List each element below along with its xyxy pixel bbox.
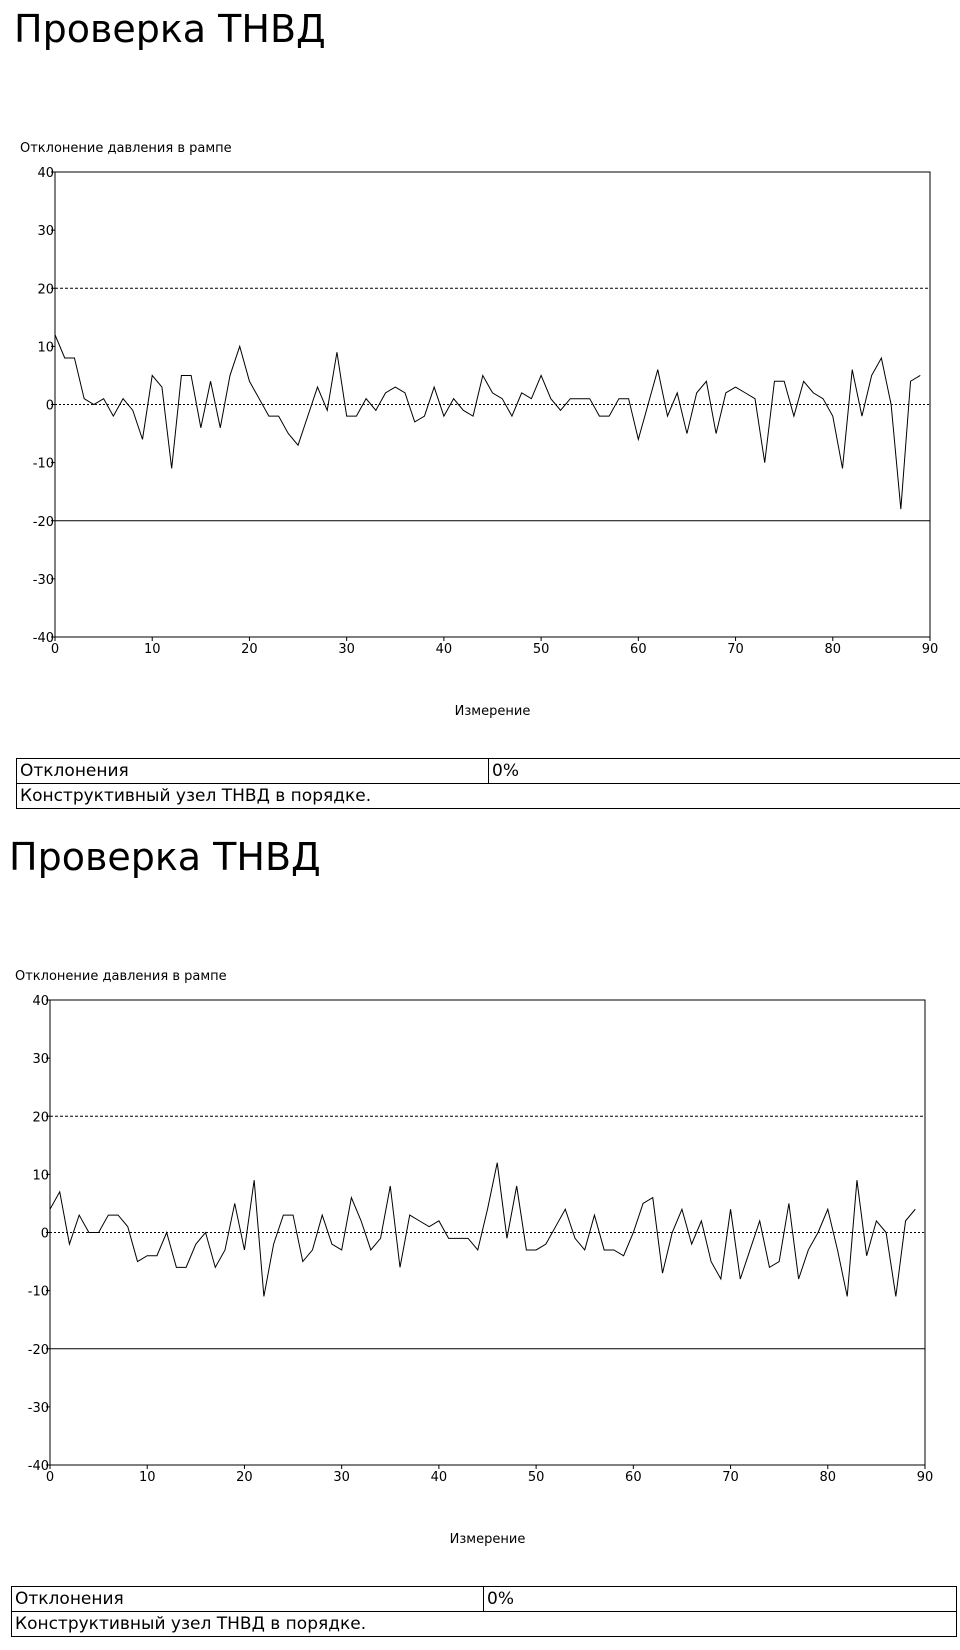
- y-tick-label: -10: [33, 457, 54, 472]
- result-table: [16, 758, 960, 809]
- result-message: Конструктивный узел ТНВД в порядке.: [17, 784, 960, 809]
- x-tick-label: 40: [431, 1470, 448, 1485]
- table-row: [17, 784, 960, 809]
- y-tick-label: 40: [32, 994, 49, 1009]
- x-tick-label: 70: [722, 1470, 739, 1485]
- x-tick-label: 90: [922, 642, 939, 657]
- y-tick-label: 20: [37, 282, 54, 297]
- y-tick-label: -30: [28, 1401, 49, 1416]
- report-title: Проверка ТНВД: [14, 6, 326, 52]
- table-row: [12, 1587, 957, 1612]
- y-tick-label: -40: [33, 631, 54, 646]
- report-1: [0, 0, 960, 822]
- x-tick-label: 80: [820, 1470, 837, 1485]
- y-tick-label: 10: [37, 340, 54, 355]
- x-tick-label: 50: [533, 642, 550, 657]
- x-tick-label: 0: [51, 642, 59, 657]
- y-tick-label: 10: [32, 1168, 49, 1183]
- x-tick-label: 20: [241, 642, 258, 657]
- y-tick-label: 30: [37, 224, 54, 239]
- y-tick-label: -20: [33, 515, 54, 530]
- y-tick-label: 20: [32, 1110, 49, 1125]
- chart-2: [0, 828, 960, 1648]
- chart-1: [0, 0, 960, 820]
- x-tick-label: 80: [825, 642, 842, 657]
- deviation-value: 0%: [489, 759, 960, 784]
- y-tick-label: 30: [32, 1052, 49, 1067]
- deviation-label: Отклонения: [17, 759, 489, 784]
- x-tick-label: 10: [144, 642, 161, 657]
- y-tick-label: -10: [28, 1285, 49, 1300]
- deviation-label: Отклонения: [12, 1587, 484, 1612]
- y-tick-label: -40: [28, 1459, 49, 1474]
- series-line: [50, 1163, 915, 1297]
- y-tick-label: 0: [46, 399, 54, 414]
- y-tick-label: -20: [28, 1343, 49, 1358]
- x-tick-label: 40: [436, 642, 453, 657]
- y-tick-label: 40: [37, 166, 54, 181]
- chart-title: Отклонение давления в рампе: [15, 969, 227, 984]
- x-tick-label: 10: [139, 1470, 156, 1485]
- x-tick-label: 0: [46, 1470, 54, 1485]
- chart-title: Отклонение давления в рампе: [20, 141, 232, 156]
- x-tick-label: 60: [630, 642, 647, 657]
- x-tick-label: 90: [917, 1470, 934, 1485]
- deviation-value: 0%: [484, 1587, 957, 1612]
- x-tick-label: 30: [338, 642, 355, 657]
- x-tick-label: 70: [727, 642, 744, 657]
- x-tick-label: 60: [625, 1470, 642, 1485]
- x-tick-label: 20: [236, 1470, 253, 1485]
- report-title: Проверка ТНВД: [9, 834, 321, 880]
- x-axis-label: Измерение: [450, 1532, 526, 1547]
- result-table: [11, 1586, 957, 1637]
- y-tick-label: 0: [41, 1227, 49, 1242]
- table-row: [12, 1612, 957, 1637]
- x-axis-label: Измерение: [455, 704, 531, 719]
- result-message: Конструктивный узел ТНВД в порядке.: [12, 1612, 957, 1637]
- y-tick-label: -30: [33, 573, 54, 588]
- x-tick-label: 50: [528, 1470, 545, 1485]
- series-line: [55, 335, 920, 509]
- x-tick-label: 30: [333, 1470, 350, 1485]
- table-row: [17, 759, 960, 784]
- report-2: [0, 828, 960, 1650]
